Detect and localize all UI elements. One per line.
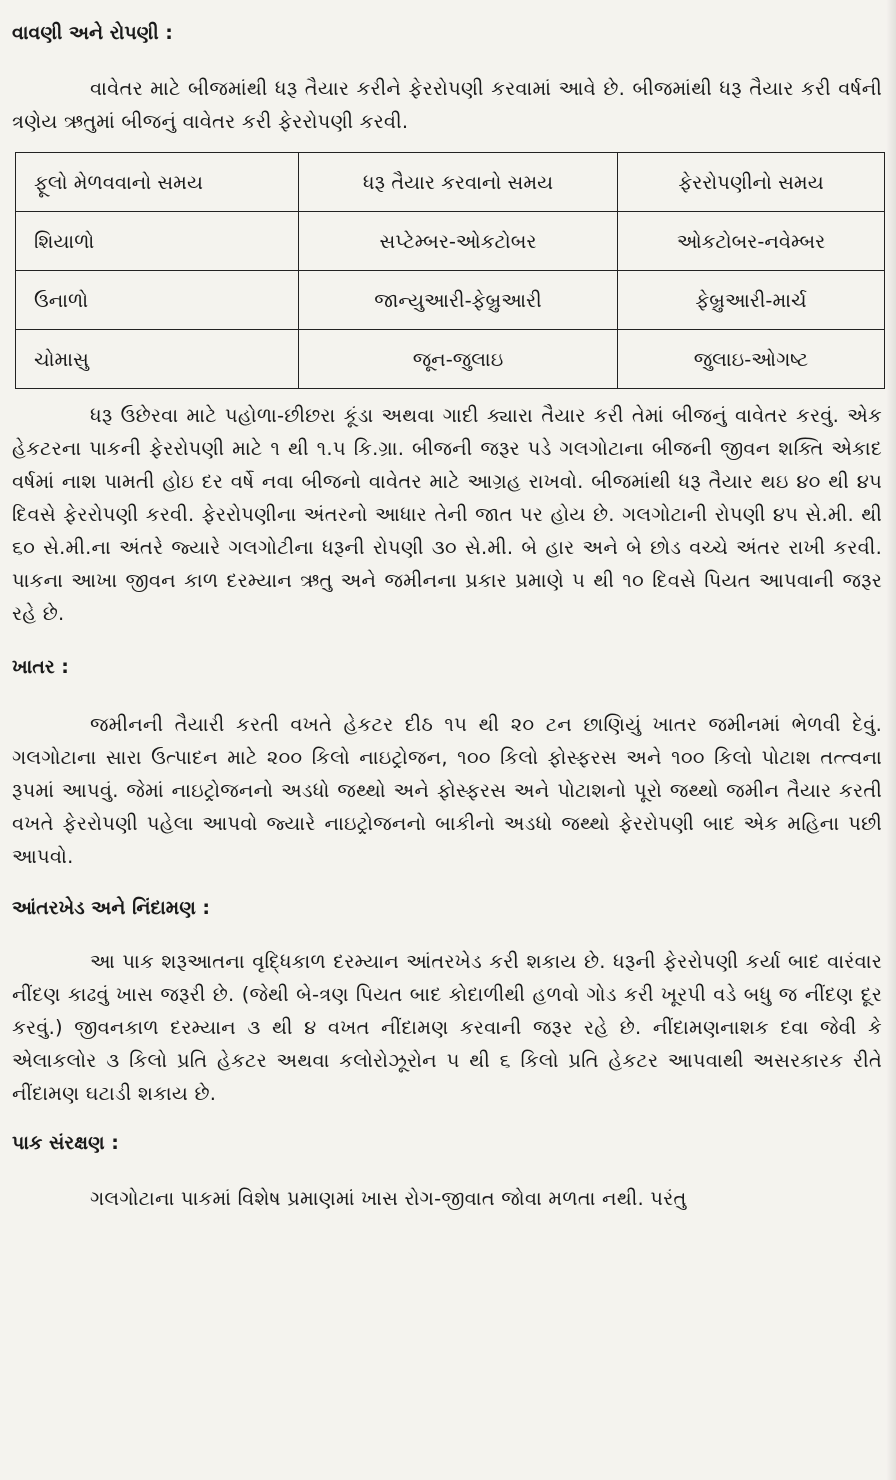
page-edge-shadow	[886, 0, 896, 1480]
section-heading-manure: ખાતર :	[12, 656, 69, 678]
table-cell: ઉનાળો	[16, 271, 299, 330]
table-cell: જુલાઇ-ઓગષ્ટ	[618, 330, 885, 389]
table-cell: સપ્ટેમ્બર-ઓકટોબર	[299, 212, 618, 271]
table-header-cell: ધરૂ તૈયાર કરવાનો સમય	[299, 153, 618, 212]
manure-paragraph: જમીનની તૈયારી કરતી વખતે હેકટર દીઠ ૧૫ થી ૨૦ ટન છાણિયું ખાતર જમીનમાં ભેળવી દેવું. ગલગોટાના સારા ઉત્પાદન માટે ૨૦૦ કિલો નાઇટ્રોજન, ૧૦૦ કિલો ફોસ્ફરસ અને ૧૦૦ કિલો પોટાશ તત્ત્વના રૂપમાં આપવું. જેમાં નાઇટ્રોજનનો અડધો જથ્થો અને ફોસ્ફરસ અને પોટાશનો પૂરો જથ્થો જમીન તૈયાર કરતી વખતે ફેરરોપણી પહેલા આપવો જ્યારે નાઇટ્રોજનનો બાકીનો અડધો જથ્થો ફેરરોપણી બાદ એક મહિના પછી આપવો.	[12, 713, 882, 868]
crop-protection-paragraph: ગલગોટાના પાકમાં વિશેષ પ્રમાણમાં ખાસ રોગ-જીવાત જોવા મળતા નથી. પરંતુ	[90, 1187, 687, 1210]
section-heading-crop-protection: પાક સંરક્ષણ :	[12, 1132, 119, 1154]
table-cell: જાન્યુઆરી-ફેબ્રુઆરી	[299, 271, 618, 330]
section-heading-weeding: આંતરખેડ અને નિંદામણ :	[12, 897, 210, 919]
sowing-intro-paragraph: વાવેતર માટે બીજમાંથી ધરૂ તૈયાર કરીને ફેરરોપણી કરવામાં આવે છે. બીજમાંથી ધરૂ તૈયાર કરી વર્ષની ત્રણેય ઋતુમાં બીજનું વાવેતર કરી ફેરરોપણી કરવી.	[12, 77, 882, 133]
season-schedule-table	[15, 152, 885, 389]
table-row	[16, 212, 885, 271]
sowing-body-paragraph: ધરૂ ઉછેરવા માટે પહોળા-છીછરા કૂંડા અથવા ગાદી ક્યારા તૈયાર કરી તેમાં બીજનું વાવેતર કરવું. એક હેકટરના પાકની ફેરરોપણી માટે ૧ થી ૧.૫ કિ.ગ્રા. બીજની જરૂર પડે ગલગોટાના બીજની જીવન શક્તિ એકાદ વર્ષમાં નાશ પામતી હોઇ દર વર્ષે નવા બીજનો વાવેતર માટે આગ્રહ રાખવો. બીજમાંથી ધરૂ તૈયાર થઇ ૪૦ થી ૪૫ દિવસે ફેરરોપણી કરવી. ફેરરોપણીના અંતરનો આધાર તેની જાત પર હોય છે. ગલગોટાની રોપણી ૪૫ સે.મી. થી ૬૦ સે.મી.ના અંતરે જ્યારે ગલગોટીના ધરૂની રોપણી ૩૦ સે.મી. બે હાર અને બે છોડ વચ્ચે અંતર રાખી કરવી. પાકના આખા જીવન કાળ દરમ્યાન ઋતુ અને જમીનના પ્રકાર પ્રમાણે ૫ થી ૧૦ દિવસે પિયત આપવાની જરૂર રહે છે.	[12, 404, 882, 625]
table-cell: શિયાળો	[16, 212, 299, 271]
table-cell: ફેબ્રુઆરી-માર્ચ	[618, 271, 885, 330]
weeding-paragraph: આ પાક શરૂઆતના વૃદ્ધિકાળ દરમ્યાન આંતરખેડ કરી શકાય છે. ધરૂની ફેરરોપણી કર્યા બાદ વારંવાર નીંદણ કાઢવું ખાસ જરૂરી છે. (જેથી બે-ત્રણ પિયત બાદ કોદાળીથી હળવો ગોડ કરી ખૂરપી વડે બધુ જ નીંદણ દૂર કરવું.) જીવનકાળ દરમ્યાન ૩ થી ૪ વખત નીંદામણ કરવાની જરૂર રહે છે. નીંદામણનાશક દવા જેવી કે એલાકલોર ૩ કિલો પ્રતિ હેકટર અથવા કલોરોઝૂરોન ૫ થી ૬ કિલો પ્રતિ હેકટર આપવાથી અસરકારક રીતે નીંદામણ ઘટાડી શકાય છે.	[12, 950, 882, 1105]
table-row	[16, 271, 885, 330]
table-cell: ઓકટોબર-નવેમ્બર	[618, 212, 885, 271]
table-header-row	[16, 153, 885, 212]
table-row	[16, 330, 885, 389]
table-header-cell: ફેરરોપણીનો સમય	[618, 153, 885, 212]
table-header-cell: ફૂલો મેળવવાનો સમય	[16, 153, 299, 212]
table-cell: ચોમાસુ	[16, 330, 299, 389]
table-cell: જૂન-જુલાઇ	[299, 330, 618, 389]
section-heading-sowing: વાવણી અને રોપણી :	[12, 22, 173, 44]
